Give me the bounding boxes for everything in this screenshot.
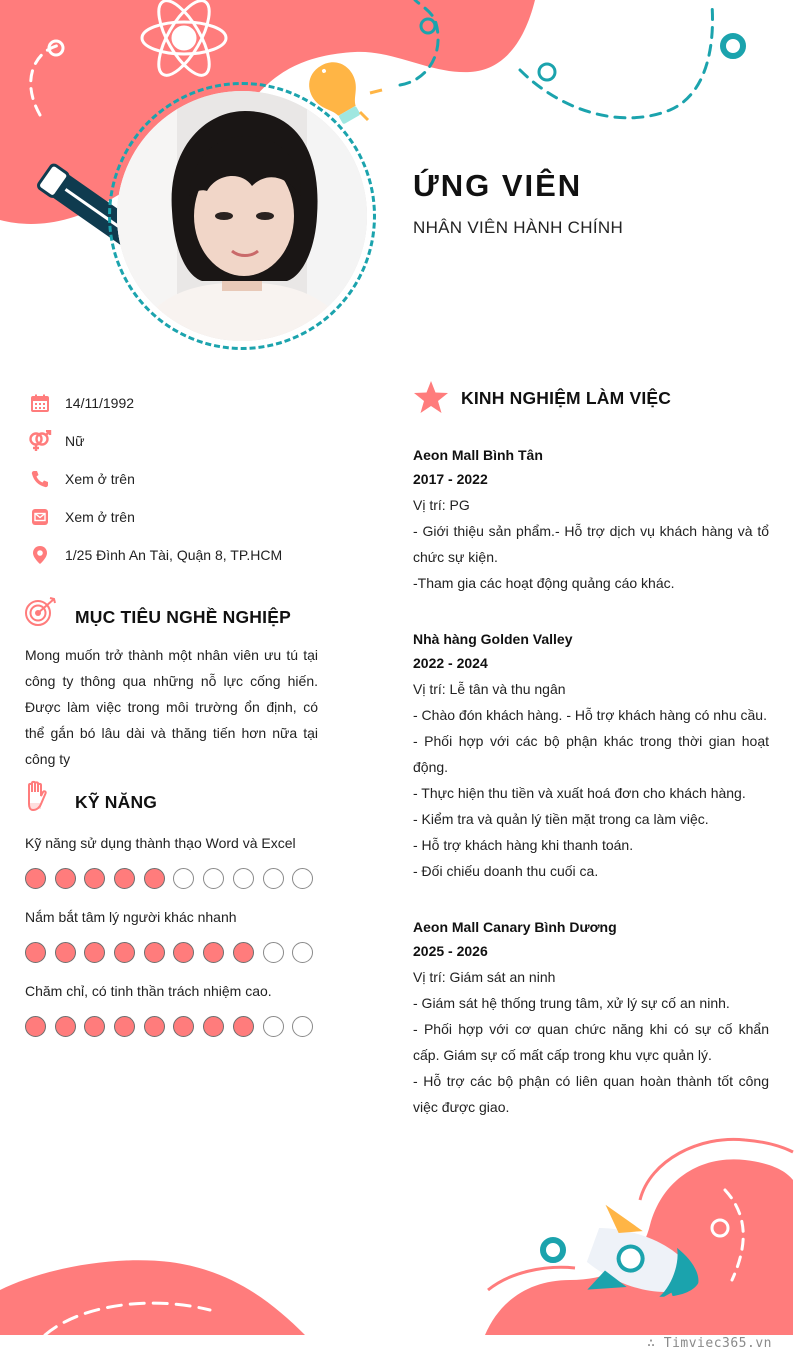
rating-dot-filled [203, 1016, 224, 1037]
job-entry [413, 626, 769, 884]
candidate-name: ỨNG VIÊN [413, 168, 583, 203]
contact-email-text: Xem ở trên [65, 509, 135, 525]
job-company: Aeon Mall Bình Tân [413, 447, 543, 463]
avatar-frame [108, 82, 376, 350]
contact-email [28, 498, 368, 536]
rating-dot-filled [144, 1016, 165, 1037]
avatar [117, 91, 367, 341]
experience-list [413, 440, 769, 1150]
job-detail: Vị trí: PG [413, 497, 470, 513]
rating-dot-filled [55, 868, 76, 889]
rating-dot-empty [173, 868, 194, 889]
star-icon [413, 380, 449, 419]
rating-dot-empty [203, 868, 224, 889]
job-detail: Vị trí: Giám sát an ninh [413, 969, 556, 985]
contact-gender-text: Nữ [65, 433, 85, 449]
rating-dot-empty [292, 868, 313, 889]
job-detail: - Chào đón khách hàng. - Hỗ trợ khách hàng có nhu cầu. [413, 707, 767, 723]
job-company: Aeon Mall Canary Bình Dương [413, 919, 617, 935]
job-detail: - Giới thiệu sản phẩm.- Hỗ trợ dịch vụ khách hàng và tổ chức sự kiện. [413, 523, 769, 565]
rating-dot-empty [263, 868, 284, 889]
rating-dot-filled [173, 942, 194, 963]
job-entry [413, 442, 769, 596]
rating-dot-filled [84, 868, 105, 889]
rating-dot-filled [25, 868, 46, 889]
rating-dot-filled [25, 1016, 46, 1037]
teal-ring-top-right [723, 36, 743, 56]
location-icon [28, 543, 52, 567]
target-icon [24, 596, 58, 633]
contact-list [28, 384, 368, 574]
email-icon [28, 505, 52, 529]
rating-dot-filled [55, 1016, 76, 1037]
rating-dot-filled [233, 942, 254, 963]
teal-ring-bottom [543, 1240, 563, 1260]
skills-list [25, 830, 325, 1052]
contact-birthday [28, 384, 368, 422]
rating-dot-filled [84, 1016, 105, 1037]
rating-dot-empty [263, 942, 284, 963]
job-title: NHÂN VIÊN HÀNH CHÍNH [413, 218, 624, 237]
bottom-left-coral-blob [0, 1260, 305, 1335]
job-years: 2017 - 2022 [413, 471, 488, 487]
calendar-icon [28, 391, 52, 415]
contact-phone [28, 460, 368, 498]
rating-dot-filled [114, 1016, 135, 1037]
rating-dot-empty [292, 942, 313, 963]
skill-rating [25, 942, 325, 963]
job-company: Nhà hàng Golden Valley [413, 631, 573, 647]
rating-dot-filled [84, 942, 105, 963]
skill-rating [25, 1016, 325, 1037]
skill-rating [25, 868, 325, 889]
rating-dot-filled [144, 868, 165, 889]
job-years: 2022 - 2024 [413, 655, 488, 671]
skill-name: Kỹ năng sử dụng thành thạo Word và Excel [25, 835, 296, 851]
job-detail: - Đối chiếu doanh thu cuối ca. [413, 863, 599, 879]
job-entry [413, 914, 769, 1120]
rating-dot-filled [55, 942, 76, 963]
job-detail: - Hỗ trợ khách hàng khi thanh toán. [413, 837, 634, 853]
skill-item [25, 978, 325, 1052]
phone-icon [28, 467, 52, 491]
contact-gender [28, 422, 368, 460]
job-detail: -Tham gia các hoạt động quảng cáo khác. [413, 575, 675, 591]
rating-dot-filled [25, 942, 46, 963]
contact-address-text: 1/25 Đình An Tài, Quận 8, TP.HCM [65, 547, 283, 563]
job-detail: - Thực hiện thu tiền và xuất hoá đơn cho khách hàng. [413, 785, 746, 801]
contact-address [28, 536, 368, 574]
rating-dot-filled [173, 1016, 194, 1037]
job-detail: Vị trí: Lễ tân và thu ngân [413, 681, 566, 697]
experience-title: KINH NGHIỆM LÀM VIỆC [461, 388, 672, 408]
job-detail: - Phối hợp với các bộ phận khác trong thời gian hoạt động. [413, 733, 769, 775]
contact-birthday-text: 14/11/1992 [65, 395, 135, 411]
skill-item [25, 904, 325, 978]
objective-text: Mong muốn trở thành một nhân viên ưu tú tại công ty thông qua những nỗ lực cống hiến. Được làm việc trong môi trường ổn định, có thể gắn bó lâu dài và thăng tiến hơn nữa tại công ty [25, 647, 318, 767]
rating-dot-empty [263, 1016, 284, 1037]
hand-icon [25, 780, 47, 817]
job-detail: - Phối hợp với cơ quan chức năng khi có sự cố khẩn cấp. Giám sự cố mất cấp trong khu vực quản lý. [413, 1021, 769, 1063]
job-detail: - Kiểm tra và quản lý tiền mặt trong ca làm việc. [413, 811, 709, 827]
rating-dot-filled [233, 1016, 254, 1037]
rating-dot-empty [292, 1016, 313, 1037]
dashed-curve-top-right [520, 5, 713, 118]
skill-name: Chăm chỉ, có tinh thần trách nhiệm cao. [25, 983, 272, 999]
rating-dot-filled [114, 942, 135, 963]
rating-dot-filled [144, 942, 165, 963]
objective-title: MỤC TIÊU NGHỀ NGHIỆP [75, 607, 291, 627]
skills-title: KỸ NĂNG [75, 792, 158, 812]
job-detail: - Giám sát hệ thống trung tâm, xử lý sự cố an ninh. [413, 995, 730, 1011]
rating-dot-empty [233, 868, 254, 889]
skill-name: Nắm bắt tâm lý người khác nhanh [25, 909, 237, 925]
gender-icon [28, 429, 52, 453]
rating-dot-filled [114, 868, 135, 889]
contact-phone-text: Xem ở trên [65, 471, 135, 487]
watermark: ∴ Timviec365.vn [647, 1336, 772, 1351]
rating-dot-filled [203, 942, 224, 963]
job-years: 2025 - 2026 [413, 943, 488, 959]
skill-item [25, 830, 325, 904]
job-detail: - Hỗ trợ các bộ phận có liên quan hoàn thành tốt công việc được giao. [413, 1073, 769, 1115]
